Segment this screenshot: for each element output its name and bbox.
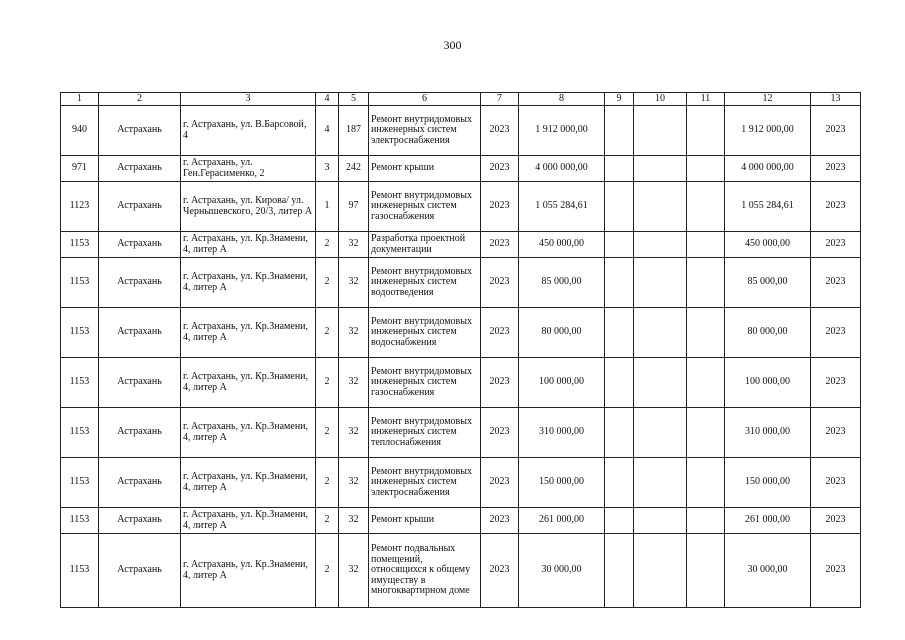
table-row — [61, 508, 861, 534]
cell-year: 2023 — [481, 458, 519, 508]
cell-col9 — [605, 358, 634, 408]
cell-col10 — [634, 458, 687, 508]
cell-funding: 450 000,00 — [725, 232, 811, 258]
cell-floors: 2 — [316, 458, 339, 508]
cell-completion-year: 2023 — [811, 308, 861, 358]
cell-municipality: Астрахань — [99, 358, 181, 408]
cell-col9 — [605, 156, 634, 182]
table-row — [61, 106, 861, 156]
cell-address: г. Астрахань, ул. Кр.Знамени, 4, литер А — [181, 458, 316, 508]
cell-col11 — [687, 458, 725, 508]
cell-col11 — [687, 358, 725, 408]
cell-work-type: Ремонт крыши — [369, 508, 481, 534]
column-header: 6 — [369, 93, 481, 106]
cell-col10 — [634, 232, 687, 258]
cell-year: 2023 — [481, 534, 519, 608]
cell-work-type: Ремонт внутридомовых инженерных систем газоснабжения — [369, 358, 481, 408]
cell-funding: 4 000 000,00 — [725, 156, 811, 182]
cell-year: 2023 — [481, 358, 519, 408]
cell-col9 — [605, 408, 634, 458]
cell-apartments: 32 — [339, 358, 369, 408]
cell-col10 — [634, 106, 687, 156]
cell-address: г. Астрахань, ул. Кр.Знамени, 4, литер А — [181, 508, 316, 534]
cell-apartments: 187 — [339, 106, 369, 156]
cell-col9 — [605, 458, 634, 508]
cell-col11 — [687, 232, 725, 258]
column-header: 3 — [181, 93, 316, 106]
cell-floors: 2 — [316, 508, 339, 534]
cell-floors: 2 — [316, 358, 339, 408]
cell-floors: 2 — [316, 258, 339, 308]
cell-address-id: 940 — [61, 106, 99, 156]
cell-year: 2023 — [481, 182, 519, 232]
cell-funding: 150 000,00 — [725, 458, 811, 508]
cell-col10 — [634, 156, 687, 182]
cell-address: г. Астрахань, ул. Кр.Знамени, 4, литер А — [181, 232, 316, 258]
cell-address-id: 1153 — [61, 358, 99, 408]
cell-funding: 30 000,00 — [725, 534, 811, 608]
cell-col9 — [605, 258, 634, 308]
cell-completion-year: 2023 — [811, 508, 861, 534]
cell-address-id: 1153 — [61, 408, 99, 458]
column-header: 5 — [339, 93, 369, 106]
cell-apartments: 97 — [339, 182, 369, 232]
cell-apartments: 32 — [339, 232, 369, 258]
cell-address-id: 1153 — [61, 508, 99, 534]
cell-municipality: Астрахань — [99, 308, 181, 358]
column-header: 7 — [481, 93, 519, 106]
cell-municipality: Астрахань — [99, 534, 181, 608]
cell-municipality: Астрахань — [99, 258, 181, 308]
cell-work-type: Ремонт крыши — [369, 156, 481, 182]
cell-total-cost: 1 055 284,61 — [519, 182, 605, 232]
cell-col11 — [687, 534, 725, 608]
cell-total-cost: 85 000,00 — [519, 258, 605, 308]
cell-col10 — [634, 258, 687, 308]
cell-funding: 1 055 284,61 — [725, 182, 811, 232]
cell-address-id: 1153 — [61, 534, 99, 608]
cell-floors: 2 — [316, 232, 339, 258]
cell-col9 — [605, 232, 634, 258]
cell-municipality: Астрахань — [99, 182, 181, 232]
column-header: 8 — [519, 93, 605, 106]
cell-completion-year: 2023 — [811, 182, 861, 232]
cell-col10 — [634, 408, 687, 458]
cell-total-cost: 310 000,00 — [519, 408, 605, 458]
cell-col11 — [687, 156, 725, 182]
cell-address: г. Астрахань, ул. Кирова/ ул. Чернышевского, 20/3, литер А — [181, 182, 316, 232]
cell-municipality: Астрахань — [99, 408, 181, 458]
cell-total-cost: 80 000,00 — [519, 308, 605, 358]
cell-address: г. Астрахань, ул. Кр.Знамени, 4, литер А — [181, 258, 316, 308]
cell-col11 — [687, 408, 725, 458]
cell-year: 2023 — [481, 156, 519, 182]
cell-floors: 2 — [316, 308, 339, 358]
column-header: 12 — [725, 93, 811, 106]
cell-col10 — [634, 508, 687, 534]
cell-apartments: 32 — [339, 258, 369, 308]
cell-col11 — [687, 508, 725, 534]
cell-funding: 85 000,00 — [725, 258, 811, 308]
cell-funding: 80 000,00 — [725, 308, 811, 358]
cell-work-type: Ремонт внутридомовых инженерных систем электроснабжения — [369, 458, 481, 508]
cell-year: 2023 — [481, 508, 519, 534]
table-row — [61, 156, 861, 182]
cell-completion-year: 2023 — [811, 106, 861, 156]
cell-col11 — [687, 308, 725, 358]
cell-completion-year: 2023 — [811, 458, 861, 508]
cell-completion-year: 2023 — [811, 156, 861, 182]
column-header: 4 — [316, 93, 339, 106]
cell-floors: 4 — [316, 106, 339, 156]
table-row — [61, 182, 861, 232]
table-row — [61, 458, 861, 508]
cell-funding: 1 912 000,00 — [725, 106, 811, 156]
cell-municipality: Астрахань — [99, 106, 181, 156]
cell-address: г. Астрахань, ул. Кр.Знамени, 4, литер А — [181, 534, 316, 608]
cell-year: 2023 — [481, 106, 519, 156]
cell-work-type: Ремонт подвальных помещений, относящихся к общему имуществу в многоквартирном доме — [369, 534, 481, 608]
column-number-row — [61, 93, 861, 106]
cell-col11 — [687, 182, 725, 232]
table-row — [61, 308, 861, 358]
cell-work-type: Ремонт внутридомовых инженерных систем электроснабжения — [369, 106, 481, 156]
cell-col10 — [634, 308, 687, 358]
table-row — [61, 358, 861, 408]
cell-address: г. Астрахань, ул. Кр.Знамени, 4, литер А — [181, 308, 316, 358]
cell-address: г. Астрахань, ул. Ген.Герасименко, 2 — [181, 156, 316, 182]
table-row — [61, 258, 861, 308]
cell-completion-year: 2023 — [811, 358, 861, 408]
column-header: 9 — [605, 93, 634, 106]
cell-col10 — [634, 534, 687, 608]
cell-total-cost: 100 000,00 — [519, 358, 605, 408]
cell-work-type: Ремонт внутридомовых инженерных систем водоснабжения — [369, 308, 481, 358]
cell-completion-year: 2023 — [811, 258, 861, 308]
cell-completion-year: 2023 — [811, 408, 861, 458]
cell-col10 — [634, 358, 687, 408]
cell-year: 2023 — [481, 408, 519, 458]
cell-total-cost: 1 912 000,00 — [519, 106, 605, 156]
cell-funding: 310 000,00 — [725, 408, 811, 458]
cell-address: г. Астрахань, ул. В.Барсовой, 4 — [181, 106, 316, 156]
cell-col11 — [687, 106, 725, 156]
cell-completion-year: 2023 — [811, 232, 861, 258]
cell-col9 — [605, 182, 634, 232]
cell-funding: 261 000,00 — [725, 508, 811, 534]
cell-total-cost: 4 000 000,00 — [519, 156, 605, 182]
cell-municipality: Астрахань — [99, 508, 181, 534]
cell-completion-year: 2023 — [811, 534, 861, 608]
cell-address-id: 1153 — [61, 232, 99, 258]
table-row — [61, 408, 861, 458]
cell-total-cost: 30 000,00 — [519, 534, 605, 608]
cell-municipality: Астрахань — [99, 232, 181, 258]
cell-apartments: 32 — [339, 458, 369, 508]
table-row — [61, 534, 861, 608]
cell-work-type: Ремонт внутридомовых инженерных систем газоснабжения — [369, 182, 481, 232]
cell-address-id: 1153 — [61, 308, 99, 358]
column-header: 11 — [687, 93, 725, 106]
cell-address-id: 1153 — [61, 258, 99, 308]
cell-year: 2023 — [481, 308, 519, 358]
cell-floors: 2 — [316, 534, 339, 608]
cell-apartments: 32 — [339, 408, 369, 458]
column-header: 2 — [99, 93, 181, 106]
cell-floors: 2 — [316, 408, 339, 458]
cell-col10 — [634, 182, 687, 232]
cell-apartments: 32 — [339, 508, 369, 534]
cell-year: 2023 — [481, 258, 519, 308]
table-row — [61, 232, 861, 258]
column-header: 10 — [634, 93, 687, 106]
cell-address-id: 971 — [61, 156, 99, 182]
cell-apartments: 32 — [339, 308, 369, 358]
cell-total-cost: 150 000,00 — [519, 458, 605, 508]
cell-col9 — [605, 534, 634, 608]
cell-work-type: Разработка проектной документации — [369, 232, 481, 258]
page-number: 300 — [443, 38, 462, 52]
cell-apartments: 242 — [339, 156, 369, 182]
cell-year: 2023 — [481, 232, 519, 258]
cell-municipality: Астрахань — [99, 156, 181, 182]
cell-col11 — [687, 258, 725, 308]
cell-municipality: Астрахань — [99, 458, 181, 508]
cell-floors: 1 — [316, 182, 339, 232]
cell-address: г. Астрахань, ул. Кр.Знамени, 4, литер А — [181, 358, 316, 408]
cell-address: г. Астрахань, ул. Кр.Знамени, 4, литер А — [181, 408, 316, 458]
column-header: 1 — [61, 93, 99, 106]
cell-funding: 100 000,00 — [725, 358, 811, 408]
cell-total-cost: 261 000,00 — [519, 508, 605, 534]
cell-floors: 3 — [316, 156, 339, 182]
cell-apartments: 32 — [339, 534, 369, 608]
cell-work-type: Ремонт внутридомовых инженерных систем водоотведения — [369, 258, 481, 308]
column-header: 13 — [811, 93, 861, 106]
cell-address-id: 1153 — [61, 458, 99, 508]
repair-program-table — [60, 92, 861, 608]
cell-col9 — [605, 308, 634, 358]
cell-col9 — [605, 508, 634, 534]
cell-col9 — [605, 106, 634, 156]
cell-address-id: 1123 — [61, 182, 99, 232]
cell-work-type: Ремонт внутридомовых инженерных систем теплоснабжения — [369, 408, 481, 458]
cell-total-cost: 450 000,00 — [519, 232, 605, 258]
